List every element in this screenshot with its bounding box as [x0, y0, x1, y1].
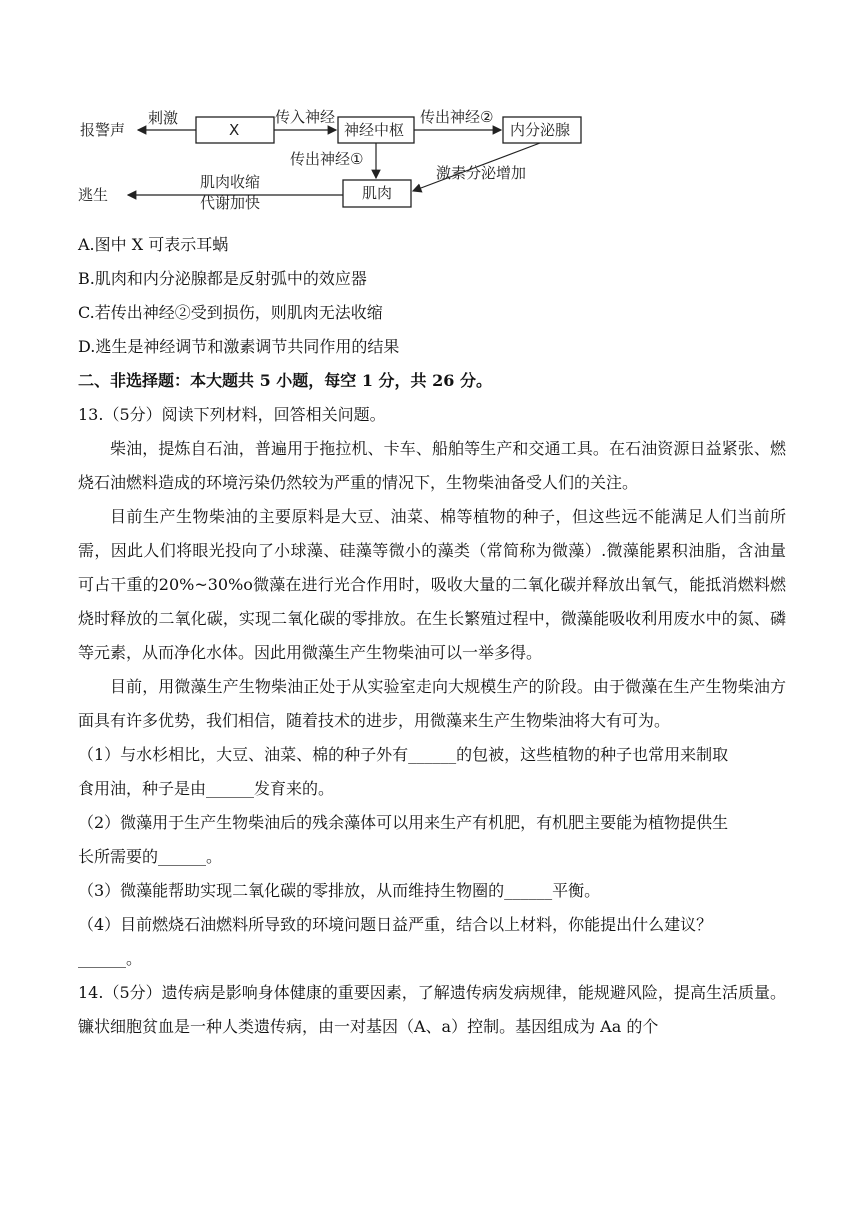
q13-sub1-line1: （1）与水杉相比，大豆、油菜、棉的种子外有______的包被，这些植物的种子也常用来制取 [78, 745, 729, 764]
label-alarm: 报警声 [80, 121, 126, 139]
label-muscle: 肌肉 [362, 184, 393, 202]
q13-sub4-line2: ______。 [78, 949, 143, 968]
section-heading: 二、非选择题：本大题共 5 小题，每空 1 分，共 26 分。 [78, 371, 492, 390]
q13-sub2-line1: （2）微藻用于生产生物柴油后的残余藻体可以用来生产有机肥，有机肥主要能为植物提供生 [78, 813, 729, 832]
option-b: B.肌肉和内分泌腺都是反射弧中的效应器 [78, 269, 367, 288]
label-center: 神经中枢 [344, 121, 405, 139]
q13-title: 13.（5分）阅读下列材料，回答相关问题。 [78, 405, 386, 424]
option-a: A.图中 X 可表示耳蜗 [78, 235, 229, 254]
label-gland: 内分泌腺 [510, 121, 571, 139]
option-c: C.若传出神经②受到损伤，则肌肉无法收缩 [78, 303, 383, 322]
label-efferent1: 传出神经① [290, 150, 364, 168]
q13-sub2-line2: 长所需要的______。 [78, 847, 223, 866]
label-x: X [229, 121, 240, 139]
label-result-2: 代谢加快 [200, 194, 261, 212]
option-d: D.逃生是神经调节和激素调节共同作用的结果 [78, 337, 400, 356]
q13-sub4-line1: （4）目前燃烧石油燃料所导致的环境问题日益严重，结合以上材料，你能提出什么建议？ [78, 915, 713, 934]
label-result-1: 肌肉收缩 [200, 173, 261, 191]
q13-sub1-line2: 食用油，种子是由______发育来的。 [78, 779, 335, 798]
label-efferent2: 传出神经② [420, 108, 494, 126]
q13-sub3: （3）微藻能帮助实现二氧化碳的零排放，从而维持生物圈的______平衡。 [78, 881, 601, 900]
q13-paragraph-3: 目前，用微藻生产生物柴油正处于从实验室走向大规模生产的阶段。由于微藻在生产生物柴油方面具有许多优势，我们相信，随着技术的进步，用微藻来生产生物柴油将大有可为。 [78, 677, 786, 730]
reflex-diagram [70, 100, 610, 220]
q13-paragraph-2: 目前生产生物柴油的主要原料是大豆、油菜、棉等植物的种子，但这些远不能满足人们当前所需，因此人们将眼光投向了小球藻、硅藻等微小的藻类（常简称为微藻）.微藻能累积油脂，含油量可占干重的20%~30%o微藻在进行光合作用时，吸收大量的二氧化碳并释放出氧气，能抵消燃料燃烧时释放的二氧化碳，实现二氧化碳的零排放。在生长繁殖过程中，微藻能吸收利用废水中的氮、磷等元素，从而净化水体。因此用微藻生产生物柴油可以一举多得。 [78, 507, 786, 662]
label-escape: 逃生 [78, 186, 109, 204]
reflex-diagram-svg [70, 100, 610, 220]
q13-paragraph-1: 柴油，提炼自石油，普遍用于拖拉机、卡车、船舶等生产和交通工具。在石油资源日益紧张、燃烧石油燃料造成的环境污染仍然较为严重的情况下，生物柴油备受人们的关注。 [78, 439, 786, 492]
label-hormone: 激素分泌增加 [436, 164, 527, 182]
document-body [78, 228, 786, 1044]
q14-text: 14.（5分）遗传病是影响身体健康的重要因素，了解遗传病发病规律，能规避风险，提高生活质量。镰状细胞贫血是一种人类遗传病，由一对基因（A、a）控制。基因组成为 Aa 的个 [78, 983, 786, 1036]
label-afferent: 传入神经 [275, 108, 336, 126]
label-stimulus: 刺激 [148, 109, 179, 127]
